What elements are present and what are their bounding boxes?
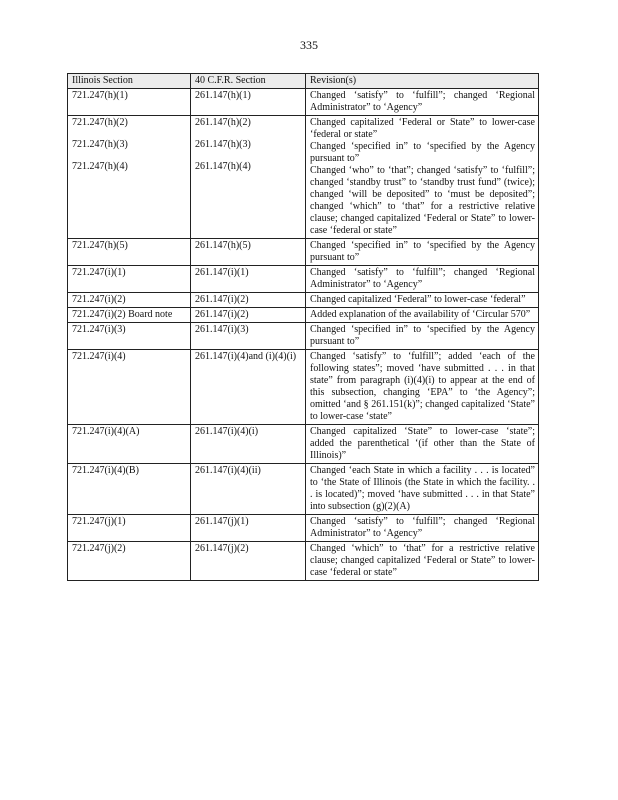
table-row bbox=[68, 89, 539, 116]
revision-cell: Added explanation of the availability of ‘Circular 570” bbox=[306, 308, 539, 323]
illinois-section-cell: 721.247(i)(4)(B) bbox=[68, 464, 191, 515]
revision-cell: Changed ‘each State in which a facility . . . is located” to ‘the State of Illinois (the State in which the facility. . . is located)”; moved ‘have submitted . . . in that State” into subsection (g)(2)(A) bbox=[306, 464, 539, 515]
revision-cell: Changed ‘satisfy” to ‘fulfill”; added ‘each of the following states”; moved ‘have submitted . . . in that state” from paragraph (i)(4)(i) to appear at the end of this subsection, changing ‘EPA” to ‘the Agency”; omitted ‘and § 261.151(k)”; changed capitalized ‘State” to lower-case ‘state” bbox=[306, 350, 539, 425]
illinois-section-cell: 721.247(i)(2) Board note bbox=[68, 308, 191, 323]
revision-cell bbox=[306, 116, 539, 239]
cfr-section-entry: 261.147(h)(3) bbox=[195, 139, 251, 150]
revision-cell: Changed ‘satisfy” to ‘fulfill”; changed ‘Regional Administrator” to ‘Agency” bbox=[306, 515, 539, 542]
illinois-section-cell: 721.247(h)(5) bbox=[68, 239, 191, 266]
illinois-section-cell: 721.247(i)(3) bbox=[68, 323, 191, 350]
revision-entry: Changed ‘who” to ‘that”; changed ‘satisfy” to ‘fulfill”; changed ‘standby trust” to ‘standby trust fund” (twice); changed ‘will be deposited” to ‘must be deposited”; changed ‘which” to ‘that” for a restrictive relative clause; changed capitalized ‘Federal or State” to lower-case ‘federal or state” bbox=[310, 165, 535, 236]
cfr-section-cell: 261.147(j)(1) bbox=[191, 515, 306, 542]
table-row bbox=[68, 464, 539, 515]
table-row bbox=[68, 308, 539, 323]
cfr-section-cell: 261.147(i)(3) bbox=[191, 323, 306, 350]
cfr-section-cell: 261.147(i)(2) bbox=[191, 293, 306, 308]
revision-cell: Changed ‘specified in” to ‘specified by the Agency pursuant to” bbox=[306, 239, 539, 266]
column-header-cfr-section: 40 C.F.R. Section bbox=[191, 74, 306, 89]
column-header-illinois-section: Illinois Section bbox=[68, 74, 191, 89]
illinois-section-cell: 721.247(i)(2) bbox=[68, 293, 191, 308]
page-number: 335 bbox=[300, 38, 318, 52]
illinois-section-cell: 721.247(i)(4) bbox=[68, 350, 191, 425]
illinois-section-entry: 721.247(h)(3) bbox=[72, 139, 128, 150]
table-header-row bbox=[68, 74, 539, 89]
illinois-section-entry: 721.247(h)(4) bbox=[72, 161, 128, 172]
cfr-section-cell bbox=[191, 116, 306, 239]
table-row bbox=[68, 239, 539, 266]
revision-cell: Changed ‘satisfy” to ‘fulfill”; changed ‘Regional Administrator” to ‘Agency” bbox=[306, 89, 539, 116]
cfr-section-entry: 261.147(h)(4) bbox=[195, 161, 251, 172]
column-header-revisions: Revision(s) bbox=[306, 74, 539, 89]
revision-entry: Changed capitalized ‘Federal or State” to lower-case ‘federal or state” bbox=[310, 117, 535, 140]
illinois-section-cell: 721.247(i)(1) bbox=[68, 266, 191, 293]
cfr-section-cell: 261.147(h)(1) bbox=[191, 89, 306, 116]
cfr-section-cell: 261.147(i)(4)and (i)(4)(i) bbox=[191, 350, 306, 425]
cfr-section-cell: 261.147(i)(4)(ii) bbox=[191, 464, 306, 515]
table-row bbox=[68, 350, 539, 425]
revision-cell: Changed ‘specified in” to ‘specified by the Agency pursuant to” bbox=[306, 323, 539, 350]
illinois-section-cell: 721.247(h)(1) bbox=[68, 89, 191, 116]
cfr-section-cell: 261.147(h)(5) bbox=[191, 239, 306, 266]
table-row bbox=[68, 293, 539, 308]
table-row bbox=[68, 266, 539, 293]
illinois-section-cell bbox=[68, 116, 191, 239]
cfr-section-cell: 261.147(i)(1) bbox=[191, 266, 306, 293]
table-row bbox=[68, 323, 539, 350]
cfr-section-cell: 261.147(i)(4)(i) bbox=[191, 425, 306, 464]
revision-cell: Changed ‘which” to ‘that” for a restrictive relative clause; changed capitalized ‘Federal or State” to lower-case ‘federal or state” bbox=[306, 542, 539, 581]
table-row bbox=[68, 116, 539, 239]
cfr-section-entry: 261.147(h)(2) bbox=[195, 117, 251, 128]
revision-cell: Changed ‘satisfy” to ‘fulfill”; changed ‘Regional Administrator” to ‘Agency” bbox=[306, 266, 539, 293]
cfr-section-cell: 261.147(j)(2) bbox=[191, 542, 306, 581]
table-row bbox=[68, 542, 539, 581]
illinois-section-cell: 721.247(j)(2) bbox=[68, 542, 191, 581]
revision-entry: Changed ‘specified in” to ‘specified by the Agency pursuant to” bbox=[310, 141, 535, 164]
illinois-section-cell: 721.247(j)(1) bbox=[68, 515, 191, 542]
table-row bbox=[68, 515, 539, 542]
cfr-section-cell: 261.147(i)(2) bbox=[191, 308, 306, 323]
revisions-table bbox=[67, 73, 539, 581]
revision-cell: Changed capitalized ‘Federal” to lower-case ‘federal” bbox=[306, 293, 539, 308]
table-row bbox=[68, 425, 539, 464]
revision-cell: Changed capitalized ‘State” to lower-case ‘state”; added the parenthetical ‘(if other than the State of Illinois)” bbox=[306, 425, 539, 464]
illinois-section-cell: 721.247(i)(4)(A) bbox=[68, 425, 191, 464]
illinois-section-entry: 721.247(h)(2) bbox=[72, 117, 128, 128]
